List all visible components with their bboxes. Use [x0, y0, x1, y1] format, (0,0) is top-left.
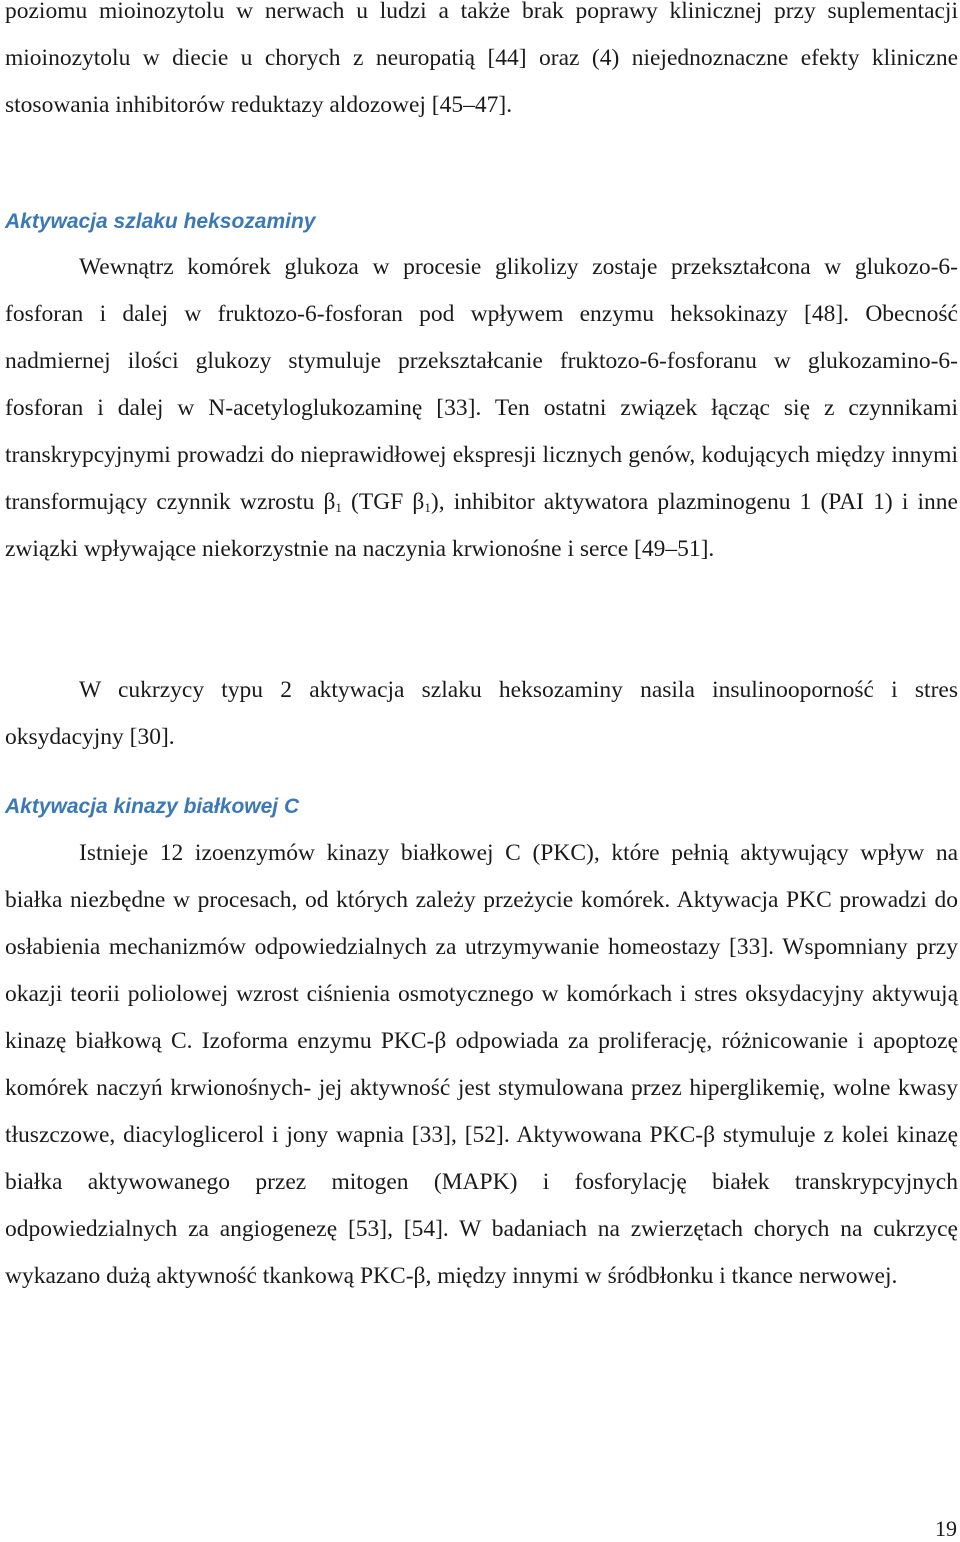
hexosamine-text-part-1: Wewnątrz komórek glukoza w procesie glikolizy zostaje przekształcona w glukozo-6-fosforan i dalej w fruktozo-6-fosforan pod wpływem enzymu heksokinazy [48]. Obecność nadmiernej ilości glukozy stymuluje przekształcanie fruktozo-6-fosforanu w glukozamino-6-fosforan i dalej w N-acetyloglukozaminę [33]. Ten ostatni związek łącząc się z czynnikami transkrypcyjnymi prowadzi do nieprawidłowej ekspresji licznych genów, kodujących między innymi transformujący czynnik wzrostu β	[5, 254, 958, 515]
hexosamine-paragraph-1	[5, 244, 958, 573]
section-heading-pkc: Aktywacja kinazy białkowej C	[5, 795, 300, 818]
intro-paragraph: poziomu mioinozytolu w nerwach u ludzi a także brak poprawy klinicznej przy suplementacji mioinozytolu w diecie u chorych z neuropatią [44] oraz (4) niejednoznaczne efekty kliniczne stosowania inhibitorów reduktazy aldozowej [45–47].	[5, 0, 958, 118]
page-number: 19	[935, 1516, 957, 1541]
hexosamine-paragraph-2: W cukrzycy typu 2 aktywacja szlaku heksozaminy nasila insulinooporność i stres oksydacyjny [30].	[5, 677, 958, 750]
subscript-1: 1	[335, 500, 342, 515]
hexosamine-text-part-2: (TGF β	[341, 489, 425, 515]
section-heading-hexosamine: Aktywacja szlaku heksozaminy	[5, 210, 316, 233]
pkc-paragraph: Istnieje 12 izoenzymów kinazy białkowej C (PKC), które pełnią aktywujący wpływ na białka niezbędne w procesach, od których zależy przeżycie komórek. Aktywacja PKC prowadzi do osłabienia mechanizmów odpowiedzialnych za utrzymywanie homeostazy [33]. Wspomniany przy okazji teorii poliolowej wzrost ciśnienia osmotycznego w komórkach i stres oksydacyjny aktywują kinazę białkową C. Izoforma enzymu PKC-β odpowiada za proliferację, różnicowanie i apoptozę komórek naczyń krwionośnych- jej aktywność jest stymulowana przez hiperglikemię, wolne kwasy tłuszczowe, diacyloglicerol i jony wapnia [33], [52]. Aktywowana PKC-β stymuluje z kolei kinazę białka aktywowanego przez mitogen (MAPK) i fosforylację białek transkrypcyjnych odpowiedzialnych za angiogenezę [53], [54]. W badaniach na zwierzętach chorych na cukrzycę wykazano dużą aktywność tkankową PKC-β, między innymi w śródbłonku i tkance nerwowej.	[5, 840, 958, 1289]
subscript-2: 1	[424, 500, 431, 515]
hexosamine-text-part-3: ), inhibitor aktywatora plazminogenu 1 (PAI 1) i inne związki wpływające niekorzystnie na naczynia krwionośne i serce [49–51].	[5, 489, 958, 562]
